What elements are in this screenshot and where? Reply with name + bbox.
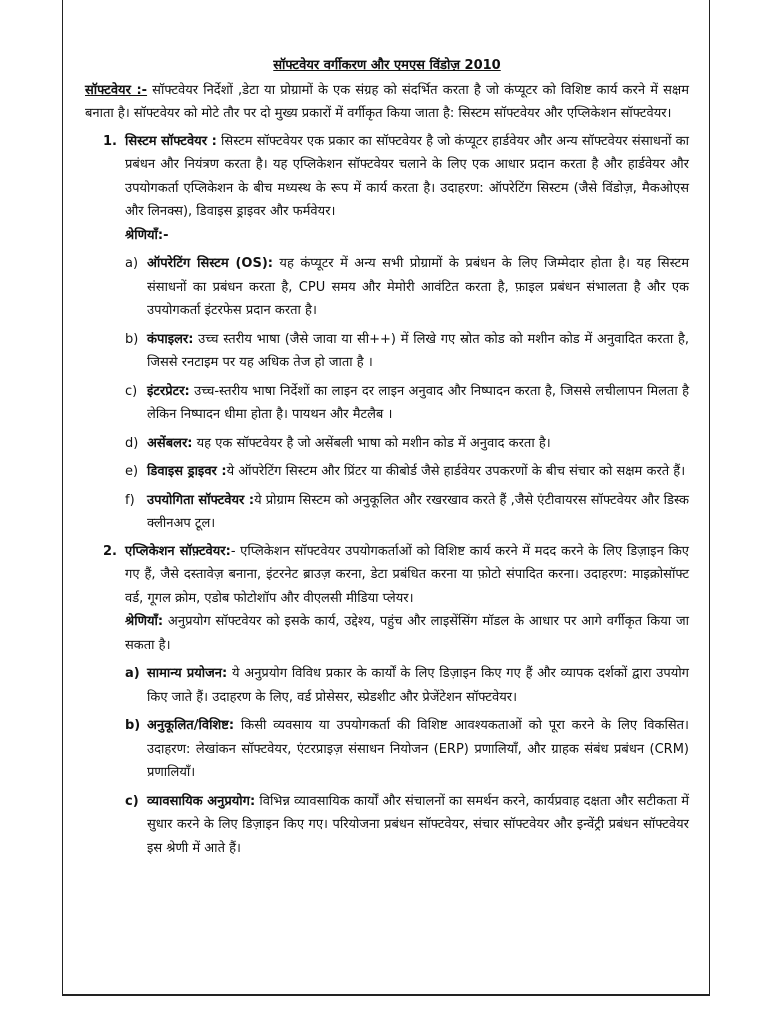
section-term: सिस्टम सॉफ्टवेयर :	[125, 133, 217, 149]
categories-label: श्रेणियाँ:	[125, 614, 164, 629]
section-text: सिस्टम सॉफ्टवेयर एक प्रकार का सॉफ्टवेयर है जो कंप्यूटर हार्डवेयर और अन्य सॉफ्टवेयर संसाधनों का प्रबंधन और नियंत्रण करता है। यह एप्लिकेशन सॉफ्टवेयर चलाने के लिए एक आधार प्रदान करता है और हार्डवेयर और उपयोगकर्ता एप्लिकेशन के बीच मध्यस्थ के रूप में कार्य करता है। उदाहरण: ऑपरेटिंग सिस्टम (जैसे विंडोज़, मैकओएस और लिनक्स), डिवाइस ड्राइवर और फर्मवेयर।	[125, 133, 689, 219]
item-term: कंपाइलर:	[147, 331, 194, 347]
item-text: ये प्रोग्राम सिस्टम को अनुकूलित और रखरखाव करते हैं ,जैसे एंटीवायरस सॉफ्टवेयर और डिस्क क्लीनअप टूल।	[147, 492, 689, 531]
categories-text: अनुप्रयोग सॉफ्टवेयर को इसके कार्य, उद्देश्य, पहुंच और लाइसेंसिंग मॉडल के आधार पर आगे वर्गीकृत किया जा सकता है।	[125, 614, 689, 653]
list-item	[85, 489, 689, 536]
item-letter: c)	[125, 793, 139, 809]
item-text: विभिन्न व्यावसायिक कार्यों और संचालनों का समर्थन करने, कार्यप्रवाह दक्षता और सटीकता में सुधार करने के लिए डिज़ाइन किए गए। परियोजना प्रबंधन सॉफ्टवेयर, संचार सॉफ्टवेयर और इन्वेंट्री प्रबंधन सॉफ्टवेयर इस श्रेणी में आते हैं।	[147, 793, 689, 856]
item-term: अनुकूलित/विशिष्ट:	[147, 718, 235, 733]
item-letter: c)	[125, 383, 138, 399]
list-item	[85, 714, 689, 785]
item-text: ये ऑपरेटिंग सिस्टम और प्रिंटर या कीबोर्ड जैसे हार्डवेयर उपकरणों के बीच संचार को सक्षम करते हैं।	[226, 464, 686, 479]
section-term: एप्लिकेशन सॉफ़्टवेयर:	[125, 543, 231, 559]
list-item	[85, 460, 689, 484]
document-title: सॉफ्टवेयर वर्गीकरण और एमएस विंडोज़ 2010	[273, 58, 501, 73]
section-text: - एप्लिकेशन सॉफ्टवेयर उपयोगकर्ताओं को विशिष्ट कार्य करने में मदद करने के लिए डिज़ाइन किए गए हैं, जैसे दस्तावेज़ बनाना, इंटरनेट ब्राउज़ करना, डेटा प्रबंधित करना या फ़ोटो संपादित करना। उदाहरण: माइक्रोसॉफ्ट वर्ड, गूगल क्रोम, एडोब फोटोशॉप और वीएलसी मीडिया प्लेयर।	[125, 543, 689, 606]
document-page	[62, 0, 710, 996]
list-item	[85, 328, 689, 375]
item-term: व्यावसायिक अनुप्रयोग:	[147, 793, 256, 809]
item-text: यह कंप्यूटर में अन्य सभी प्रोग्रामों के प्रबंधन के लिए जिम्मेदार होता है। यह सिस्टम संसाधनों का प्रबंधन करता है, CPU समय और मेमोरी आवंटित करता है, फ़ाइल प्रबंधन संभालता है और एक उपयोगकर्ता इंटरफेस प्रदान करता है।	[147, 256, 689, 318]
list-item	[85, 252, 689, 323]
item-text: किसी व्यवसाय या उपयोगकर्ता की विशिष्ट आवश्यकताओं को पूरा करने के लिए विकसित। उदाहरण: लेखांकन सॉफ्टवेयर, एंटरप्राइज़ संसाधन नियोजन (ERP) प्रणालियाँ, और ग्राहक संबंध प्रबंधन (CRM) प्रणालियाँ।	[147, 718, 689, 780]
list-item	[85, 432, 689, 456]
item-term: उपयोगिता सॉफ्टवेयर :	[147, 492, 255, 508]
intro-text: सॉफ्टवेयर निर्देशों ,डेटा या प्रोग्रामों के एक संग्रह को संदर्भित करता है जो कंप्यूटर को विशिष्ट कार्य करने में सक्षम बनाता है। सॉफ्टवेयर को मोटे तौर पर दो मुख्य प्रकारों में वर्गीकृत किया जाता है: सिस्टम सॉफ्टवेयर और एप्लिकेशन सॉफ्टवेयर।	[85, 82, 689, 121]
list-item	[85, 662, 689, 709]
item-letter: d)	[125, 435, 139, 451]
item-text: यह एक सॉफ्टवेयर है जो असेंबली भाषा को मशीन कोड में अनुवाद करता है।	[192, 435, 551, 451]
document-body	[85, 54, 689, 860]
item-letter: f)	[125, 492, 135, 508]
item-text: उच्च-स्तरीय भाषा निर्देशों का लाइन दर लाइन अनुवाद और निष्पादन करता है, जिससे लचीलापन मिलता है लेकिन निष्पादन धीमा होता है। पायथन और मैटलैब ।	[147, 383, 689, 422]
item-term: सामान्य प्रयोजन:	[147, 666, 228, 681]
item-term: डिवाइस ड्राइवर :	[147, 464, 227, 479]
item-letter: b)	[125, 331, 139, 347]
intro-paragraph	[85, 79, 689, 126]
section-system-software	[85, 130, 689, 224]
section-number: 1.	[103, 133, 117, 149]
item-term: असेंबलर:	[147, 435, 193, 451]
item-letter: a)	[125, 666, 140, 681]
intro-term: सॉफ्टवेयर :-	[85, 82, 148, 98]
section-application-software	[85, 540, 689, 611]
item-term: ऑपरेटिंग सिस्टम (OS):	[147, 256, 273, 271]
categories-paragraph	[85, 610, 689, 657]
section-number: 2.	[103, 543, 117, 559]
item-term: इंटरप्रेटर:	[147, 383, 190, 399]
item-text: उच्च स्तरीय भाषा (जैसे जावा या सी++) में लिखे गए स्रोत कोड को मशीन कोड में अनुवादित करता है, जिससे रनटाइम पर यह अधिक तेज हो जाता है ।	[147, 331, 689, 370]
list-item	[85, 380, 689, 427]
item-letter: a)	[125, 256, 139, 271]
list-item	[85, 790, 689, 861]
item-letter: b)	[125, 718, 141, 733]
categories-label: श्रेणियाँ:-	[125, 227, 169, 243]
item-text: ये अनुप्रयोग विविध प्रकार के कार्यों के लिए डिज़ाइन किए गए हैं और व्यापक दर्शकों द्वारा उपयोग किए जाते हैं। उदाहरण के लिए, वर्ड प्रोसेसर, स्प्रेडशीट और प्रेजेंटेशन सॉफ्टवेयर।	[147, 666, 690, 705]
item-letter: e)	[125, 464, 139, 479]
